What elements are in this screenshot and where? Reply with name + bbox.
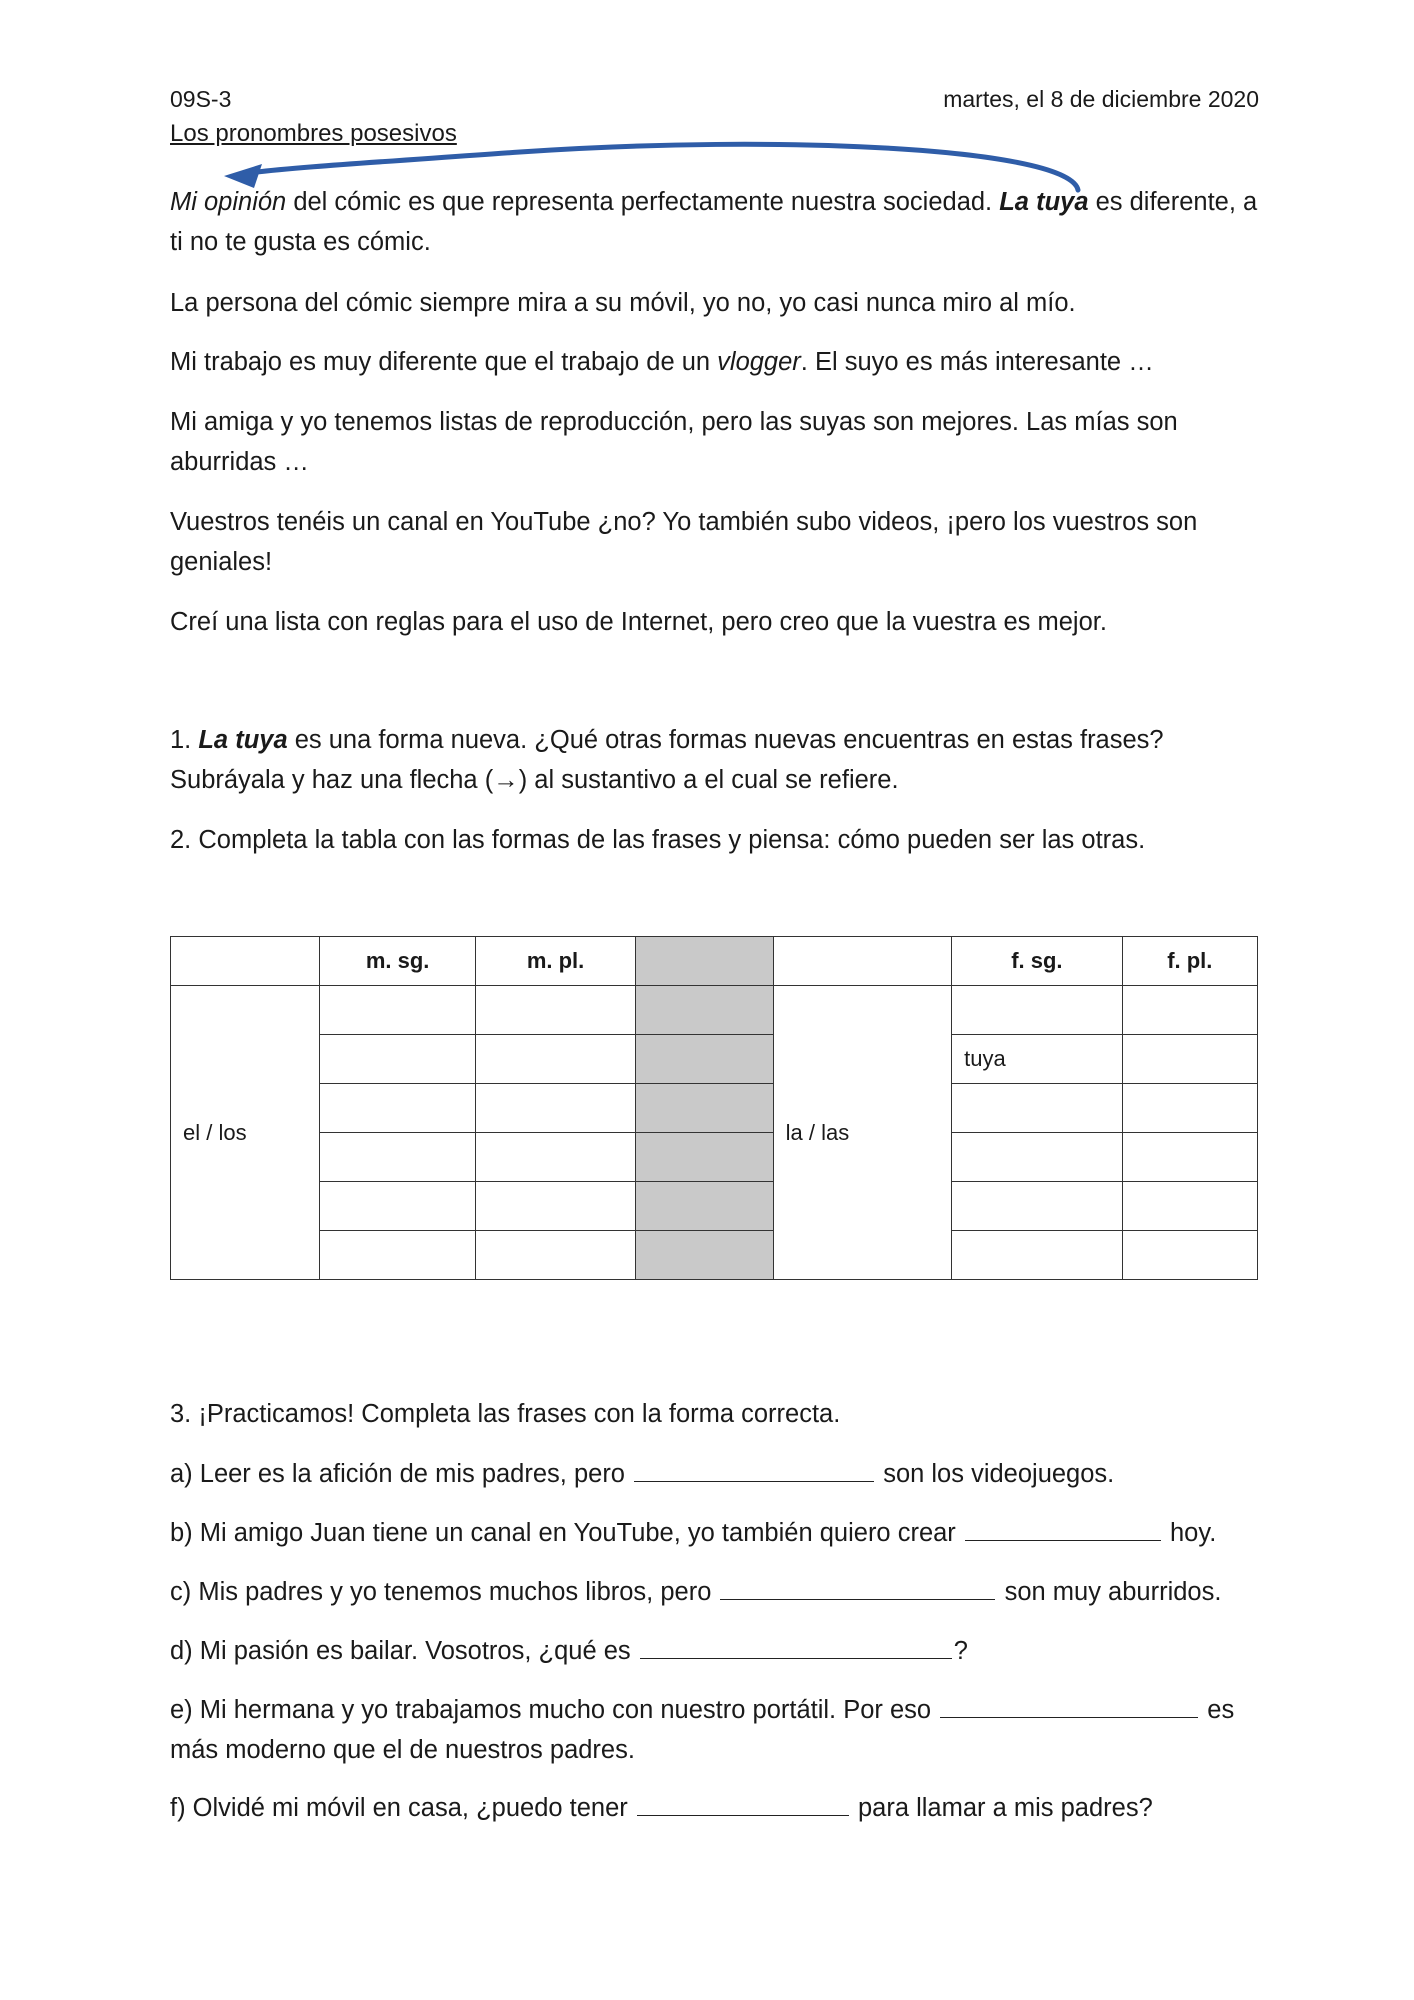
worksheet-code: 09S-3: [170, 86, 232, 112]
sentence-1: Mi opinión del cómic es que representa perfectamente nuestra sociedad. La tuya es diferente, a ti no te gusta es cómic.: [170, 188, 1258, 256]
input-cell[interactable]: [1122, 986, 1257, 1035]
filled-cell-tuya[interactable]: tuya: [952, 1035, 1122, 1084]
phrase-mi-opinion: Mi opinión: [170, 188, 287, 216]
table-header-empty: [171, 937, 320, 986]
header-f-sg: f. sg.: [952, 937, 1122, 986]
input-cell[interactable]: [320, 1084, 475, 1133]
separator-cell: [636, 1231, 773, 1280]
input-cell[interactable]: [952, 1133, 1122, 1182]
input-cell[interactable]: [320, 1133, 475, 1182]
input-cell[interactable]: [1122, 1035, 1257, 1084]
input-cell[interactable]: [952, 1231, 1122, 1280]
exercise-d: d) Mi pasión es bailar. Vosotros, ¿qué es ?: [170, 1631, 1260, 1671]
blank-d[interactable]: [640, 1632, 952, 1659]
input-cell[interactable]: [475, 1035, 635, 1084]
sentence-5: Vuestros tenéis un canal en YouTube ¿no? Yo también subo videos, ¡pero los vuestros son geniales!: [170, 508, 1198, 576]
row-label-feminine: la / las: [773, 986, 951, 1280]
practice-title: 3. ¡Practicamos! Completa las frases con la forma correcta.: [170, 1400, 841, 1428]
input-cell[interactable]: [475, 1084, 635, 1133]
input-cell[interactable]: [1122, 1133, 1257, 1182]
sentence-6: Creí una lista con reglas para el uso de Internet, pero creo que la vuestra es mejor.: [170, 608, 1107, 636]
input-cell[interactable]: [1122, 1231, 1257, 1280]
possessive-table: [170, 936, 1258, 1280]
input-cell[interactable]: [952, 1182, 1122, 1231]
input-cell[interactable]: [1122, 1084, 1257, 1133]
sentence-3: Mi trabajo es muy diferente que el trabajo de un vlogger. El suyo es más interesante …: [170, 348, 1154, 376]
sentence-4: Mi amiga y yo tenemos listas de reproducción, pero las suyas son mejores. Las mías son aburridas …: [170, 408, 1178, 476]
table-row: [171, 1133, 1258, 1182]
separator-cell: [636, 1182, 773, 1231]
exercise-f: f) Olvidé mi móvil en casa, ¿puedo tener para llamar a mis padres?: [170, 1788, 1280, 1828]
separator-cell: [636, 1133, 773, 1182]
worksheet-date: martes, el 8 de diciembre 2020: [943, 86, 1259, 112]
blank-c[interactable]: [720, 1573, 995, 1600]
exercise-a: a) Leer es la afición de mis padres, pero son los videojuegos.: [170, 1454, 1260, 1494]
exercise-e: e) Mi hermana y yo trabajamos mucho con nuestro portátil. Por eso es más moderno que el de nuestros padres.: [170, 1690, 1280, 1770]
table-row: [171, 1035, 1258, 1084]
input-cell[interactable]: [320, 1231, 475, 1280]
header-m-sg: m. sg.: [320, 937, 475, 986]
separator-cell: [636, 1084, 773, 1133]
input-cell[interactable]: [475, 1231, 635, 1280]
worksheet-title: Los pronombres posesivos: [170, 120, 457, 147]
separator-cell: [636, 1035, 773, 1084]
row-label-masculine: el / los: [171, 986, 320, 1280]
input-cell[interactable]: [320, 1182, 475, 1231]
sentence-2: La persona del cómic siempre mira a su móvil, yo no, yo casi nunca miro al mío.: [170, 289, 1076, 317]
separator-cell: [636, 986, 773, 1035]
separator-column: [636, 937, 773, 986]
table-row: [171, 986, 1258, 1035]
task-2: 2. Completa la tabla con las formas de las frases y piensa: cómo pueden ser las otras.: [170, 826, 1146, 854]
exercise-b: b) Mi amigo Juan tiene un canal en YouTube, yo también quiero crear hoy.: [170, 1513, 1280, 1553]
header-m-pl: m. pl.: [475, 937, 635, 986]
input-cell[interactable]: [952, 1084, 1122, 1133]
input-cell[interactable]: [475, 986, 635, 1035]
table-header-empty: [773, 937, 951, 986]
blank-f[interactable]: [637, 1789, 849, 1816]
blank-e[interactable]: [940, 1691, 1198, 1718]
input-cell[interactable]: [320, 986, 475, 1035]
input-cell[interactable]: [475, 1133, 635, 1182]
input-cell[interactable]: [952, 986, 1122, 1035]
blank-b[interactable]: [965, 1514, 1161, 1541]
table-row: [171, 1182, 1258, 1231]
table-row: [171, 1231, 1258, 1280]
table-header-row: [171, 937, 1258, 986]
task-1: 1. La tuya es una forma nueva. ¿Qué otras formas nuevas encuentras en estas frases? Subráyala y haz una flecha (→) al sustantivo a el cual se refiere.: [170, 726, 1164, 794]
exercise-c: c) Mis padres y yo tenemos muchos libros, pero son muy aburridos.: [170, 1572, 1280, 1612]
input-cell[interactable]: [475, 1182, 635, 1231]
input-cell[interactable]: [320, 1035, 475, 1084]
header-f-pl: f. pl.: [1122, 937, 1257, 986]
phrase-la-tuya: La tuya: [999, 188, 1089, 216]
input-cell[interactable]: [1122, 1182, 1257, 1231]
blank-a[interactable]: [634, 1455, 874, 1482]
table-row: [171, 1084, 1258, 1133]
